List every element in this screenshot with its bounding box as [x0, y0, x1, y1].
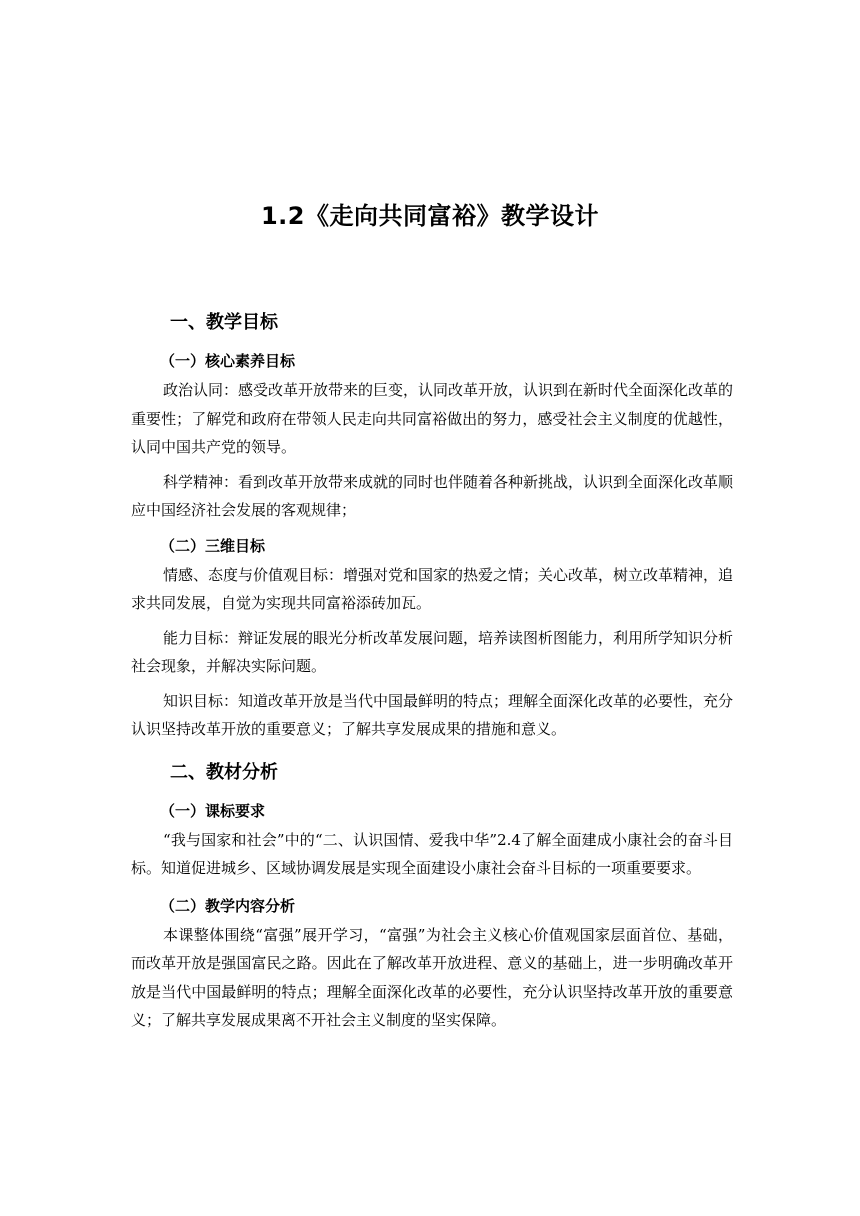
paragraph-ability-goal: 能力目标：辩证发展的眼光分析改革发展问题，培养读图析图能力，利用所学知识分析社会现象，并解决实际问题。	[131, 628, 734, 675]
document-title: 1.2《走向共同富裕》教学设计	[260, 202, 599, 230]
paragraph-knowledge-goal: 知识目标：知道改革开放是当代中国最鲜明的特点；理解全面深化改革的必要性，充分认识坚持改革开放的重要意义；了解共享发展成果的措施和意义。	[131, 691, 734, 738]
subsection-heading-core-literacy: （一）核心素养目标	[160, 352, 296, 370]
subsection-heading-three-dimensional-goals: （二）三维目标	[160, 536, 266, 555]
section-heading-teaching-objectives: 一、教学目标	[170, 312, 278, 333]
subsection-heading-content-analysis: （二）教学内容分析	[160, 896, 296, 915]
paragraph-emotion-attitude-values: 情感、态度与价值观目标：增强对党和国家的热爱之情；关心改革，树立改革精神，追求共同发展，自觉为实现共同富裕添砖加瓦。	[131, 565, 734, 612]
subsection-heading-curriculum-requirements: （一）课标要求	[160, 801, 266, 820]
document-body	[131, 306, 733, 1035]
paragraph-curriculum-requirements: “我与国家和社会”中的“二、认识国情、爱我中华”2.4了解全面建成小康社会的奋斗目标。知道促进城乡、区域协调发展是实现全面建设小康社会奋斗目标的一项重要要求。	[131, 830, 733, 877]
section-heading-textbook-analysis: 二、教材分析	[170, 761, 278, 783]
paragraph-political-identity: 政治认同：感受改革开放带来的巨变，认同改革开放，认识到在新时代全面深化改革的重要性；了解党和政府在带领人民走向共同富裕做出的努力，感受社会主义制度的优越性，认同中国共产党的领导。	[131, 381, 734, 456]
paragraph-scientific-spirit: 科学精神：看到改革开放带来成就的同时也伴随着各种新挑战，认识到全面深化改革顺应中国经济社会发展的客观规律；	[131, 472, 734, 519]
paragraph-content-analysis: 本课整体围绕“富强”展开学习，“富强”为社会主义核心价值观国家层面首位、基础，而改革开放是强国富民之路。因此在了解改革开放进程、意义的基础上，进一步明确改革开放是当代中国最鲜明的特点；理解全面深化改革的必要性，充分认识坚持改革开放的重要意义；了解共享发展成果离不开社会主义制度的坚实保障。	[131, 925, 733, 1029]
